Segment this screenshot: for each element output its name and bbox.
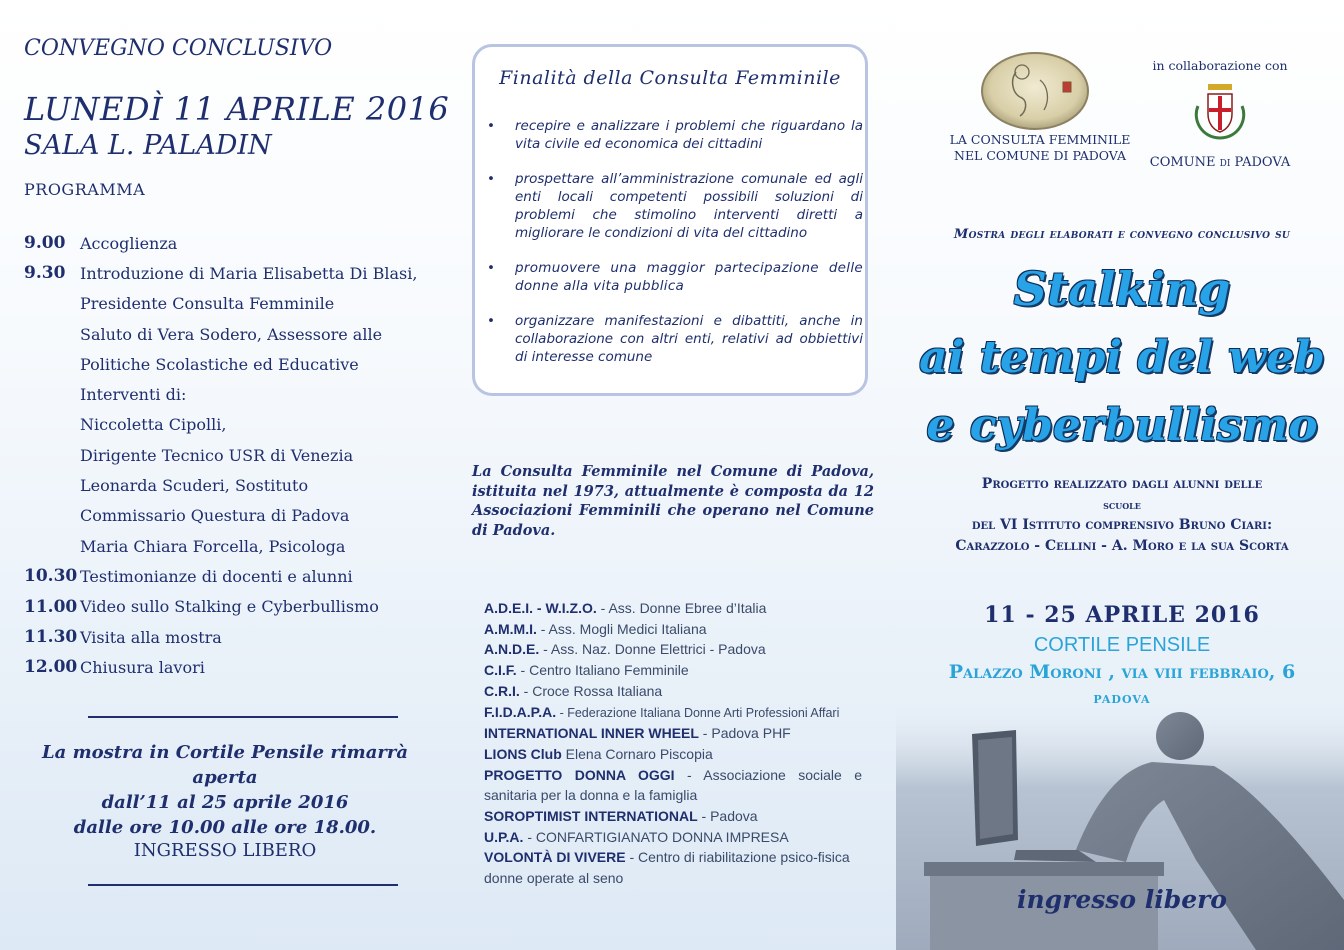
schedule-text: Politiche Scolastiche ed Educative <box>80 354 359 374</box>
association-item <box>484 723 862 744</box>
schedule-text: Testimonianze di docenti e alunni <box>80 566 353 586</box>
association-desc: - Padova PHF <box>698 725 791 742</box>
bullet-icon: • <box>487 313 495 329</box>
mostra-notice <box>20 740 430 840</box>
association-item <box>484 598 862 619</box>
association-name: C.R.I. <box>484 682 520 699</box>
mostra-subtitle: Mostra degli elaborati e convegno conclusivo su <box>953 227 1291 242</box>
association-name: INTERNATIONAL INNER WHEEL <box>484 725 699 742</box>
progetto-line: del VI Istituto comprensivo Bruno Ciari: <box>971 517 1273 533</box>
association-item <box>484 681 862 702</box>
finalita-box <box>472 44 868 396</box>
schedule-row <box>24 501 444 531</box>
schedule-text: Presidente Consulta Femminile <box>80 294 335 314</box>
association-item <box>484 744 862 765</box>
comune-label <box>1140 155 1300 170</box>
association-name: LIONS Club <box>484 745 562 762</box>
finalita-item <box>483 170 863 242</box>
association-name: F.I.D.A.P.A. <box>484 703 557 720</box>
schedule-text: Leonarda Scuderi, Sostituto <box>80 476 309 496</box>
finalita-text: recepire e analizzare i problemi che riguardano la vita civile ed economica dei cittadini <box>515 118 863 152</box>
finalita-title: Finalità della Consulta Femminile <box>499 67 841 89</box>
association-item <box>484 827 862 848</box>
finalita-text: promuovere una maggior partecipazione delle donne alla vita pubblica <box>515 260 863 294</box>
association-name: A.M.M.I. <box>484 620 537 637</box>
consulta-caption <box>940 132 1140 164</box>
schedule-row <box>24 531 444 561</box>
association-desc: Elena Cornaro Piscopia <box>561 745 713 762</box>
schedule-time: 11.30 <box>24 627 78 647</box>
event-date: LUNEDÌ 11 APRILE 2016 <box>24 90 450 128</box>
exhibition-dates: 11 - 25 APRILE 2016 <box>984 602 1260 628</box>
association-name: VOLONTÀ DI VIVERE <box>484 849 626 866</box>
progetto-line: scuole <box>1103 497 1141 512</box>
association-item <box>484 702 862 724</box>
bullet-icon: • <box>487 118 495 134</box>
progetto-block <box>915 474 1329 556</box>
association-item <box>484 765 862 806</box>
schedule-text: Dirigente Tecnico USR di Venezia <box>80 445 354 465</box>
schedule-text: Visita alla mostra <box>80 627 222 647</box>
city-label: padova <box>1093 689 1151 707</box>
schedule-text: Interventi di: <box>80 385 187 405</box>
schedule-row <box>24 289 444 319</box>
schedule-text: Saluto di Vera Sodero, Assessore alle <box>80 324 383 344</box>
schedule-row <box>24 561 444 591</box>
schedule-text: Chiusura lavori <box>80 657 205 677</box>
association-item <box>484 847 862 888</box>
association-name: U.P.A. <box>484 828 524 845</box>
finalita-item <box>483 259 863 295</box>
mostra-line: La mostra in Cortile Pensile rimarrà aperta <box>42 742 408 788</box>
finalita-text: prospettare all’amministrazione comunale ed agli enti locali competenti possibili soluzioni di problemi che stimolino interventi diretti a migliorare le condizioni di vita del cittadino <box>515 171 863 241</box>
bullet-icon: • <box>487 171 495 187</box>
associations-list <box>484 598 862 889</box>
association-item <box>484 660 862 681</box>
finalita-item <box>483 312 863 366</box>
comune-b: DI <box>1219 159 1231 169</box>
comune-a: COMUNE <box>1149 155 1220 170</box>
left-panel <box>0 0 450 950</box>
programma-label: PROGRAMMA <box>24 180 146 199</box>
schedule-row <box>24 622 444 652</box>
main-title-line2: ai tempi del web <box>919 332 1325 383</box>
finalita-list <box>483 117 863 383</box>
schedule-time: 10.30 <box>24 566 78 587</box>
consulta-line: LA CONSULTA FEMMINILE <box>949 132 1131 147</box>
event-venue: SALA L. PALADIN <box>24 130 272 161</box>
comune-c: PADOVA <box>1230 155 1291 170</box>
schedule-text: Introduzione di Maria Elisabetta Di Blasi, <box>80 263 418 283</box>
association-name: A.D.E.I. - W.I.Z.O. <box>484 600 597 616</box>
association-item <box>484 806 862 827</box>
padova-crest-icon <box>1192 80 1248 142</box>
schedule-row <box>24 258 444 288</box>
progetto-line: Progetto realizzato dagli alunni delle <box>981 476 1263 492</box>
association-desc: - Ass. Naz. Donne Elettrici - Padova <box>539 641 766 658</box>
association-name: C.I.F. <box>484 662 517 679</box>
association-desc: - Croce Rossa Italiana <box>519 682 663 699</box>
cortile-pensile: CORTILE PENSILE <box>1033 634 1211 656</box>
convegno-heading: CONVEGNO CONCLUSIVO <box>24 36 333 61</box>
schedule-time: 12.00 <box>24 657 78 678</box>
mostra-line: dalle ore 10.00 alle ore 18.00. <box>73 817 377 838</box>
finalita-item <box>483 117 863 153</box>
schedule-row <box>24 652 444 682</box>
consulta-description: La Consulta Femminile nel Comune di Padova, istituita nel 1973, attualmente è composta da 12 Associazioni Femminili che operano nel Comune di Padova. <box>472 463 874 539</box>
schedule-row <box>24 319 444 349</box>
association-name: PROGETTO DONNA OGGI <box>484 766 675 783</box>
mostra-line: dall’11 al 25 aprile 2016 <box>101 792 349 813</box>
finalita-text: organizzare manifestazioni e dibattiti, anche in collaborazione con altri enti, relativi ad obbiettivi di interesse comune <box>515 313 863 365</box>
association-desc: - Centro di riabilitazione psico-fisica donne operate al seno <box>484 849 850 887</box>
divider-bottom <box>88 884 398 886</box>
schedule-row <box>24 410 444 440</box>
schedule-text: Commissario Questura di Padova <box>80 506 350 526</box>
schedule-row <box>24 440 444 470</box>
association-item <box>484 639 862 660</box>
palazzo-address: Palazzo Moroni , via viii febbraio, 6 <box>948 661 1296 683</box>
schedule-text: Accoglienza <box>80 233 178 253</box>
schedule-row <box>24 349 444 379</box>
schedule-row <box>24 379 444 409</box>
association-desc: - Padova <box>697 808 758 825</box>
association-name: SOROPTIMIST INTERNATIONAL <box>484 808 698 825</box>
association-item <box>484 619 862 640</box>
consulta-line: NEL COMUNE DI PADOVA <box>954 148 1126 163</box>
schedule-text: Niccoletta Cipolli, <box>80 415 227 435</box>
schedule-row <box>24 592 444 622</box>
schedule-row <box>24 228 444 258</box>
association-desc: - Centro Italiano Femminile <box>516 662 689 679</box>
association-name: A.N.D.E. <box>484 641 540 658</box>
schedule-text: Video sullo Stalking e Cyberbullismo <box>80 597 379 617</box>
consulta-logo-icon <box>980 50 1090 132</box>
association-desc: - Ass. Mogli Medici Italiana <box>536 620 707 637</box>
schedule-row <box>24 470 444 500</box>
schedule-time: 9.00 <box>24 233 66 254</box>
bullet-icon: • <box>487 260 496 276</box>
association-desc: - Associazione sociale e sanitaria per la donna e la famiglia <box>484 766 862 804</box>
schedule-time: 9.30 <box>24 263 66 284</box>
association-desc: - Federazione Italiana Donne Arti Professioni Affari <box>556 705 840 720</box>
main-title-line3: e cyberbullismo <box>926 400 1318 451</box>
ingresso-libero-right: ingresso libero <box>1017 885 1227 914</box>
ingresso-libero-left: INGRESSO LIBERO <box>133 840 317 861</box>
divider-top <box>88 716 398 718</box>
schedule-list <box>24 228 444 682</box>
association-desc: - Ass. Donne Ebree d’Italia <box>596 600 767 616</box>
main-title-line1: Stalking <box>1013 262 1231 316</box>
schedule-time: 11.00 <box>24 596 78 617</box>
progetto-line: Carazzolo - Cellini - A. Moro e la sua Scorta <box>955 537 1289 554</box>
association-desc: - CONFARTIGIANATO DONNA IMPRESA <box>523 828 789 845</box>
collab-label: in collaborazione con <box>1152 58 1288 73</box>
schedule-text: Maria Chiara Forcella, Psicologa <box>80 536 346 556</box>
